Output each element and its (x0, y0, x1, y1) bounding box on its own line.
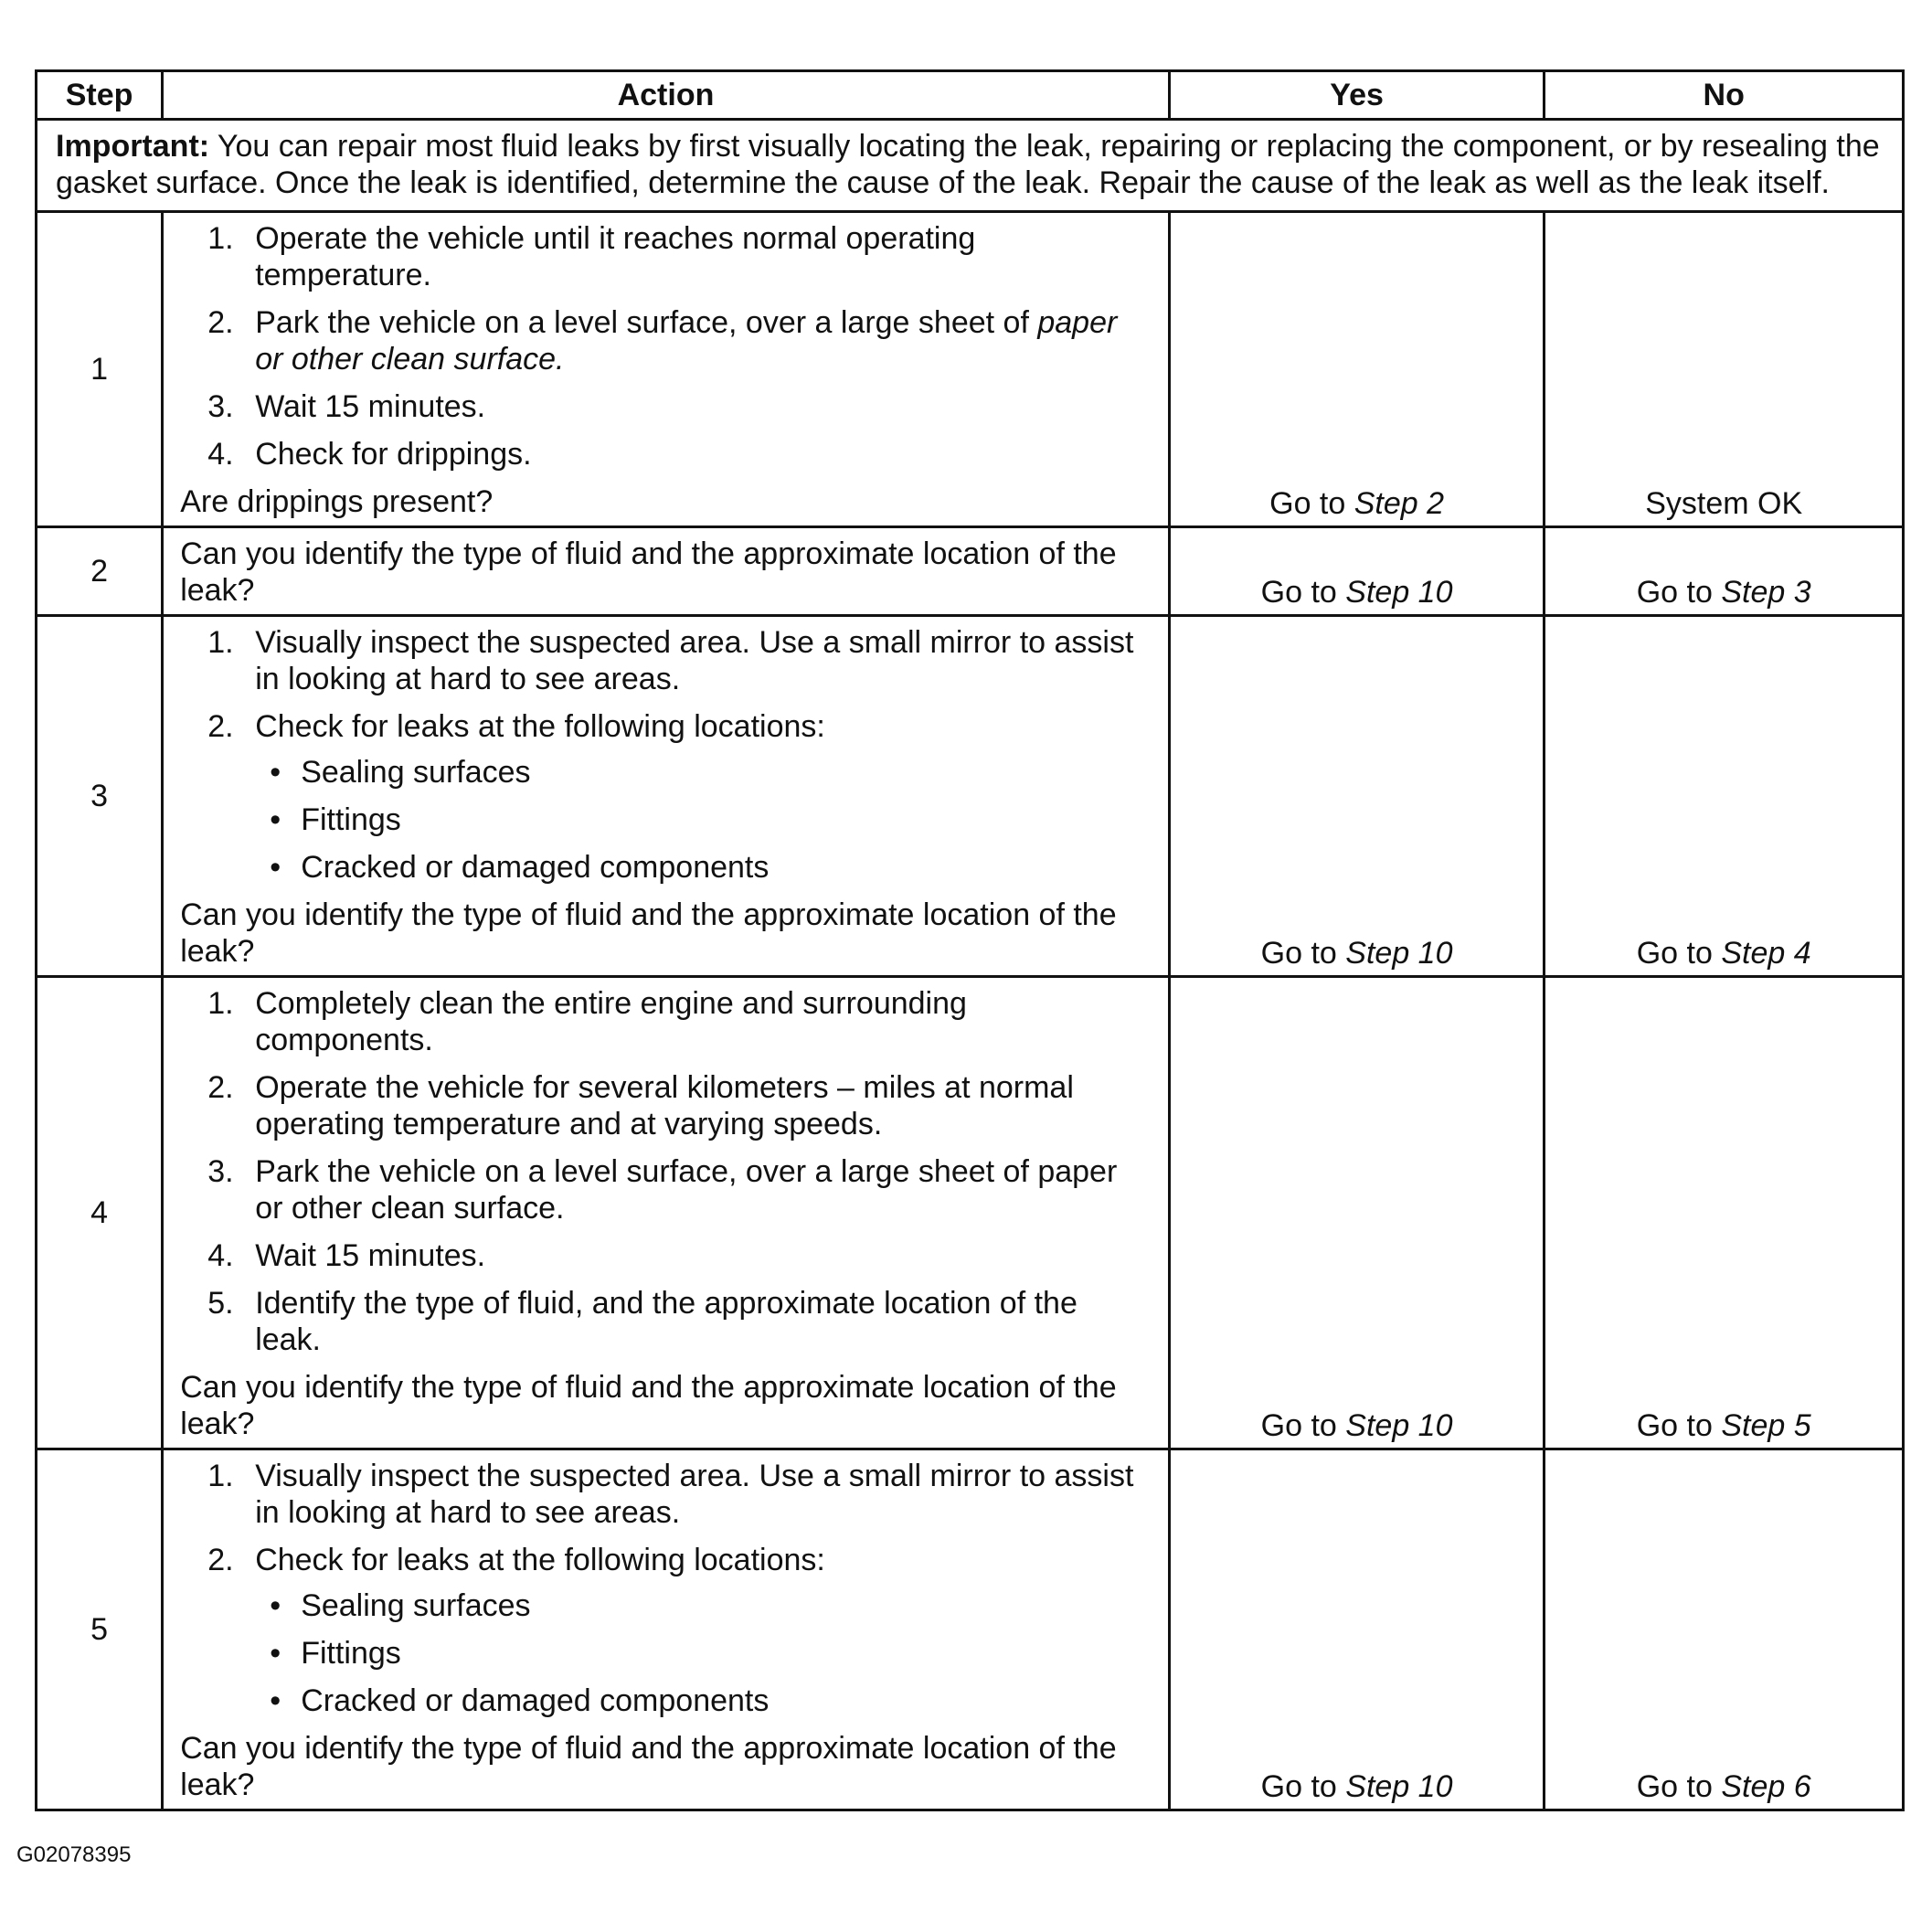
diagnostic-table (35, 69, 1905, 1811)
table-row (37, 616, 1904, 977)
action-item-text: Check for leaks at the following locations: (255, 709, 825, 744)
action-item-text: Visually inspect the suspected area. Use a small mirror to assist in looking at hard to see areas. (255, 1459, 1134, 1530)
action-item-text: Wait 15 minutes. (255, 1238, 486, 1273)
yes-result (1169, 527, 1545, 616)
action-list (180, 624, 1150, 886)
no-result (1545, 527, 1904, 616)
action-cell (163, 977, 1170, 1449)
action-item-text: Identify the type of fluid, and the approximate location of the leak. (255, 1286, 1077, 1357)
table-row (37, 527, 1904, 616)
header-row (37, 71, 1904, 120)
action-item-number: 4. (207, 1238, 234, 1273)
important-note (37, 120, 1904, 212)
yes-result (1169, 977, 1545, 1449)
step-number: 5 (37, 1449, 163, 1810)
action-item-text: Check for leaks at the following locations: (255, 1543, 825, 1577)
header-yes: Yes (1169, 71, 1545, 120)
action-item-text: Wait 15 minutes. (255, 389, 486, 424)
table-row (37, 212, 1904, 527)
step-question: Can you identify the type of fluid and the approximate location of the leak? (180, 536, 1117, 608)
yes-result-prefix: Go to (1260, 575, 1346, 610)
location-bullet-list (255, 1587, 1150, 1719)
no-result-prefix: System OK (1645, 486, 1803, 521)
action-list (180, 1458, 1150, 1719)
step-number: 1 (37, 212, 163, 527)
action-item (180, 1542, 1150, 1719)
header-step: Step (37, 71, 163, 120)
action-item (180, 388, 1150, 425)
yes-result-step-link: Step 2 (1353, 486, 1445, 521)
no-result-prefix: Go to (1636, 936, 1722, 971)
yes-result-step-link: Step 10 (1345, 1408, 1453, 1443)
location-bullet-list (255, 754, 1150, 886)
action-item-text: Operate the vehicle for several kilometers – miles at normal operating temperature and at varying speeds. (255, 1070, 1074, 1141)
action-cell (163, 1449, 1170, 1810)
no-result (1545, 1449, 1904, 1810)
no-result-step-link: Step 5 (1721, 1408, 1811, 1443)
action-item-number: 1. (207, 221, 234, 256)
yes-result-step-link: Step 10 (1345, 936, 1453, 971)
yes-result (1169, 616, 1545, 977)
action-list (180, 985, 1150, 1358)
step-question: Can you identify the type of fluid and the approximate location of the leak? (180, 1731, 1117, 1802)
action-item-number: 2. (207, 1070, 234, 1105)
step-number: 4 (37, 977, 163, 1449)
action-item-number: 3. (207, 1154, 234, 1189)
action-item-text: Visually inspect the suspected area. Use a small mirror to assist in looking at hard to see areas. (255, 625, 1134, 696)
location-bullet: • Sealing surfaces (255, 754, 1150, 791)
action-item-number: 1. (207, 986, 234, 1021)
location-bullet: • Fittings (255, 801, 1150, 838)
action-item-number: 1. (207, 1459, 234, 1493)
location-bullet: • Sealing surfaces (255, 1587, 1150, 1624)
action-item (180, 624, 1150, 697)
location-bullet: • Cracked or damaged components (255, 849, 1150, 886)
no-result (1545, 212, 1904, 527)
header-no: No (1545, 71, 1904, 120)
table-row (37, 977, 1904, 1449)
yes-result-step-link: Step 10 (1345, 575, 1453, 610)
action-item-italic-text: paper or other clean surface. (255, 305, 1118, 377)
action-item-text: Completely clean the entire engine and surrounding components. (255, 986, 967, 1057)
no-result (1545, 616, 1904, 977)
location-bullet: • Cracked or damaged components (255, 1683, 1150, 1719)
action-item-number: 2. (207, 709, 234, 744)
yes-result-prefix: Go to (1269, 486, 1354, 521)
step-number: 3 (37, 616, 163, 977)
action-item-number: 2. (207, 1543, 234, 1577)
important-label: Important: (56, 129, 210, 164)
yes-result (1169, 1449, 1545, 1810)
action-item-number: 2. (207, 305, 234, 340)
action-item (180, 1285, 1150, 1358)
no-result-step-link: Step 6 (1721, 1769, 1811, 1804)
step-question: Are drippings present? (180, 484, 494, 519)
action-item-text: Operate the vehicle until it reaches normal operating temperature. (255, 221, 976, 292)
action-item (180, 1153, 1150, 1226)
step-question: Can you identify the type of fluid and the approximate location of the leak? (180, 897, 1117, 969)
action-item (180, 1237, 1150, 1274)
action-item-number: 3. (207, 389, 234, 424)
no-result-step-link: Step 3 (1721, 575, 1811, 610)
no-result-prefix: Go to (1636, 1769, 1722, 1804)
no-result-prefix: Go to (1636, 1408, 1722, 1443)
action-item-text: Check for drippings. (255, 437, 532, 472)
figure-id: G02078395 (16, 1842, 132, 1867)
no-result (1545, 977, 1904, 1449)
action-cell (163, 616, 1170, 977)
important-text: You can repair most fluid leaks by first visually locating the leak, repairing or replacing the component, or by resealing the gasket surface. Once the leak is identified, determine the cause of the leak. Repair the cause of the leak as well as the leak itself. (56, 129, 1880, 200)
no-result-prefix: Go to (1636, 575, 1722, 610)
yes-result-prefix: Go to (1260, 936, 1346, 971)
header-action: Action (163, 71, 1170, 120)
action-item-text: Park the vehicle on a level surface, over a large sheet of paper or other clean surface. (255, 1154, 1118, 1226)
step-question: Can you identify the type of fluid and the approximate location of the leak? (180, 1370, 1117, 1441)
action-item (180, 220, 1150, 293)
action-item (180, 1458, 1150, 1531)
action-list (180, 220, 1150, 472)
action-item-number: 5. (207, 1286, 234, 1321)
yes-result-prefix: Go to (1260, 1769, 1346, 1804)
table-row (37, 1449, 1904, 1810)
action-cell (163, 212, 1170, 527)
action-item-text: Park the vehicle on a level surface, over a large sheet of (255, 305, 1038, 340)
yes-result (1169, 212, 1545, 527)
action-item (180, 985, 1150, 1058)
location-bullet: • Fittings (255, 1635, 1150, 1672)
important-note-row (37, 120, 1904, 212)
action-item (180, 1069, 1150, 1142)
action-cell (163, 527, 1170, 616)
step-number: 2 (37, 527, 163, 616)
action-item (180, 708, 1150, 886)
action-item (180, 304, 1150, 377)
yes-result-prefix: Go to (1260, 1408, 1346, 1443)
action-item-number: 1. (207, 625, 234, 660)
action-item-number: 4. (207, 437, 234, 472)
yes-result-step-link: Step 10 (1345, 1769, 1453, 1804)
no-result-step-link: Step 4 (1721, 936, 1811, 971)
action-item (180, 436, 1150, 472)
